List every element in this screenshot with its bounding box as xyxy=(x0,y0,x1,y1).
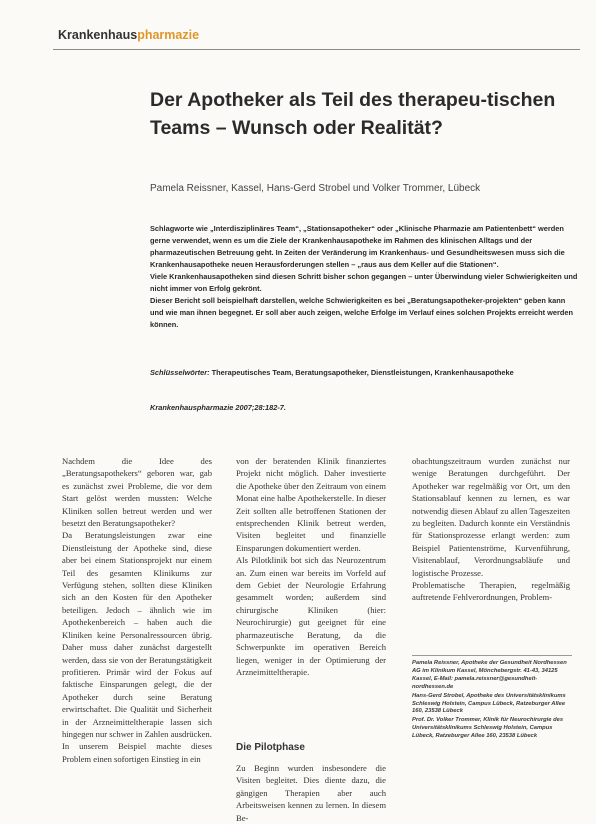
citation: Krankenhauspharmazie 2007;28:182-7. xyxy=(150,403,286,412)
body-column-2 xyxy=(236,455,386,678)
body-paragraph: Da Beratungsleistungen zwar eine Dienstleistung der Apotheke sind, diese aber bei einem Stationsprojekt nur einem Teil des gesamten Klinikums zur Verfügung stehen, sollten diese Kliniken sich an den Kosten für den Apotheker beteiligen. Jedoch – ähnlich wie im Apothekenbereich – haben auch die Kliniken keine Personalressourcen übrig. Daher muss daher zunächst dargestellt werden, dass sie von der Beratungstätigkeit profitieren. Primär wird der Fokus auf faktische Einsparungen gelegt, die der Apotheker durch seine Beratung erwirtschaftet. Die Qualität und Sicherheit in der Arzneimitteltherapie lassen sich hingegen nur schwer in Zahlen ausdrücken. xyxy=(62,530,212,739)
abstract-paragraph: Schlagworte wie „Interdisziplinäres Team“, „Stationsapotheker“ oder „Klinische Pharmazie am Patientenbett“ werden gerne verwendet, wenn es um die Ziele der Krankenhausapotheke im Rahmen des klinischen Alltags und der pharmazeutischen Betreuung geht. In Zeiten der Veränderung im Krankenhaus- und Gesundheitswesen muss sich die Krankenhausapotheke neuen Herausforderungen stellen – „raus aus dem Keller auf die Stationen“. xyxy=(150,224,565,269)
header-divider xyxy=(53,49,580,50)
affiliation-entry: Pamela Reissner, Apotheke der Gesundheit Nordhessen AG im Klinikum Kassel, Mönchebergstr. 41-43, 34125 Kassel, E-Mail: pamela.reissner@gesundheit-nordhessen.de xyxy=(412,660,567,690)
keywords xyxy=(150,367,580,379)
body-paragraph: Als Pilotklinik bot sich das Neurozentrum an. Zum einen war bereits im Vorfeld auf dem Gebiet der Neurologie Erfahrung gesammelt worden; außerdem sind chirurgische Kliniken (hier: Neurochirurgie) gut geeignet für eine pharmazeutische Beratung, da die Schwerpunkte im operativen Bereich liegen, weniger in der Optimierung der Arzneimitteltherapie. xyxy=(236,555,386,677)
body-paragraph: In unserem Beispiel machte dieses Problem einen sofortigen Einstieg in ein xyxy=(62,741,212,764)
section-heading: Die Pilotphase xyxy=(236,742,305,753)
journal-name-part1: Krankenhaus xyxy=(58,28,138,42)
keywords-label: Schlüsselwörter: xyxy=(150,368,210,377)
body-paragraph: Zu Beginn wurden insbesondere die Visiten begleitet. Dies diente dazu, die gängigen Therapien aber auch Arbeitsweisen kennen zu lernen. In diesem Be- xyxy=(236,763,386,823)
keywords-text: Therapeutisches Team, Beratungsapotheker, Dienstleistungen, Krankenhausapotheke xyxy=(209,368,514,377)
affiliation-entry: Hans-Gerd Strobel, Apotheke des Universitätsklinikums Schleswig Holstein, Campus Lübeck, Ratzeburger Allee 160, 23538 Lübeck xyxy=(412,692,566,715)
article-authors: Pamela Reissner, Kassel, Hans-Gerd Strobel und Volker Trommer, Lübeck xyxy=(150,183,481,194)
journal-header xyxy=(58,28,199,42)
abstract-paragraph: Viele Krankenhausapotheken sind diesen Schritt bisher schon gegangen – unter Überwindung vieler Schwierigkeiten und nicht immer von Erfolg gekrönt. xyxy=(150,272,578,293)
article-abstract xyxy=(150,223,580,331)
body-paragraph: von der beratenden Klinik finanziertes Projekt nicht möglich. Daher investierte die Apotheke über den Zeitraum von einem Monat eine halbe Apothekerstelle. In dieser Zeit sollten alle betroffenen Stationen der entsprechenden Klinik betreut werden, Visiten begleitet und finanzielle Einsparungen dokumentiert werden. xyxy=(236,456,386,553)
article-title: Der Apotheker als Teil des therapeu-tischen Teams – Wunsch oder Realität? xyxy=(150,89,556,139)
body-paragraph: Nachdem die Idee des „Beratungsapothekers“ geboren war, gab es zunächst zwei Probleme, die vor dem Start gelöst werden mussten: Welche Kliniken sollen betreut werden und wer besetzt den Beratungsapotheker? xyxy=(62,456,212,529)
body-column-3 xyxy=(412,455,570,604)
affiliation-entry: Prof. Dr. Volker Trommer, Klinik für Neurochirurgie des Universitätsklinikums Schleswig Holstein, Campus Lübeck, Ratzeburger Allee 160, 23538 Lübeck xyxy=(412,717,564,740)
affiliation-divider xyxy=(412,655,572,656)
abstract-paragraph: Dieser Bericht soll beispielhaft darstellen, welche Schwierigkeiten es bei „Beratungsapotheker-projekten“ geben kann und wie man ihnen begegnet. Er soll aber auch zeigen, welche Erfolge im Verlauf eines solchen Projekts erreicht werden können. xyxy=(150,296,574,329)
body-column-2-continued xyxy=(236,762,386,824)
journal-name-part2: pharmazie xyxy=(137,28,200,42)
body-paragraph: Problematische Therapien, regelmäßig auftretende Fehlverordnungen, Problem- xyxy=(412,580,570,603)
body-column-1 xyxy=(62,455,212,765)
author-affiliations xyxy=(412,660,572,742)
body-paragraph: obachtungszeitraum wurden zunächst nur wenige Beratungen durchgeführt. Der Apotheker war regelmäßig vor Ort, um den Stationsablauf kennen zu lernen, es war notwendig diesen Ablauf zu allen Tageszeiten zu begleiten. Dadurch konnte ein Verständnis für Stationsprozesse erlangt werden: zum Beispiel Patientenströme, Kurvenführung, Visitenablauf, Verordnungsabläufe und logistische Prozesse. xyxy=(412,456,570,578)
